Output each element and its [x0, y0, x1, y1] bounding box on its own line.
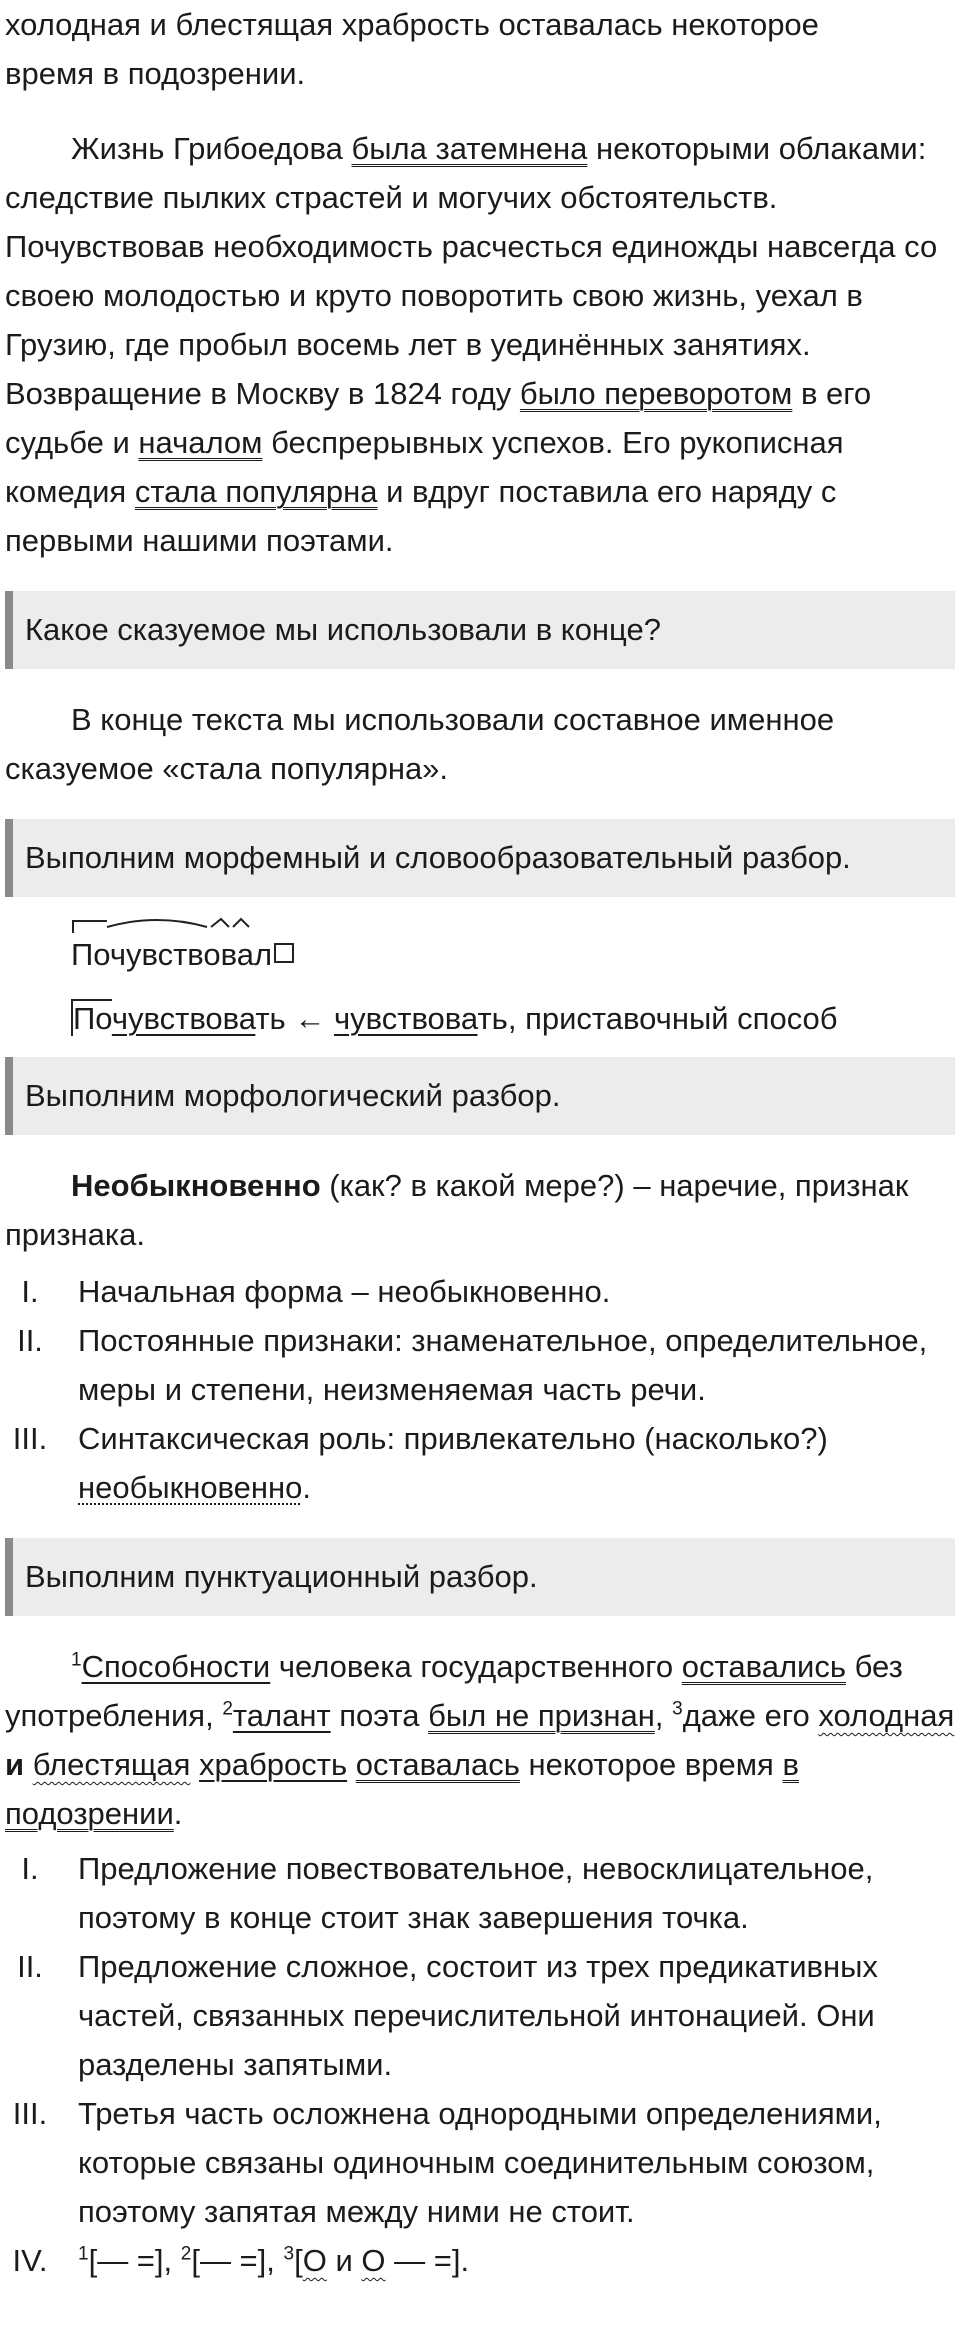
text-fragment: даже его — [682, 1698, 819, 1733]
list-item — [5, 1844, 955, 1942]
predicate-underlined: в подозрении — [5, 1747, 799, 1831]
attribute-underlined: блестящая — [32, 1747, 191, 1782]
list-text: Синтаксическая роль: привлекательно (насколько?) — [78, 1421, 828, 1456]
morpheme-marks-icon — [71, 915, 271, 935]
analysed-word: Необыкновенно — [71, 1168, 321, 1203]
subject-underlined: талант — [232, 1698, 331, 1733]
conjunction: и — [5, 1747, 25, 1782]
homogeneous-member: О — [302, 2243, 327, 2278]
part-number: 1 — [71, 1649, 82, 1671]
part-number: 3 — [283, 2243, 295, 2265]
predicate-underlined: была затемнена — [351, 131, 588, 166]
morphological-list — [5, 1267, 955, 1512]
subject-underlined: Способности — [81, 1649, 271, 1684]
list-number: IV. — [12, 2243, 48, 2278]
text-fragment: Жизнь Грибоедова — [71, 131, 352, 166]
suffix-morpheme: ть — [477, 1001, 508, 1036]
scheme-part: и — [326, 2243, 362, 2278]
paragraph-continuation — [5, 0, 955, 98]
text-fragment — [24, 1747, 33, 1782]
punctuation-sentence — [5, 1642, 955, 1838]
list-number: III. — [12, 2096, 48, 2131]
question-heading-morphemic: Выполним морфемный и словообразовательный разбор. — [5, 819, 955, 897]
list-item — [5, 1316, 955, 1414]
ending-box-icon — [274, 943, 294, 963]
list-text: Третья часть осложнена однородными определениями, которые связаны одиночным соединительным союзом, поэтому запятая между ними не стоит. — [78, 2096, 882, 2229]
text-fragment: . — [173, 1796, 183, 1831]
left-arrow-icon: ← — [294, 1001, 326, 1036]
text-fragment: (как? в какой мере?) – наречие, признак признака. — [5, 1168, 909, 1252]
morphemic-word — [71, 923, 294, 987]
list-number: II. — [17, 1323, 43, 1358]
homogeneous-member: О — [361, 2243, 386, 2278]
continuation-line-1: холодная и блестящая храбрость оставалась некоторое — [5, 7, 819, 42]
part-number: 1 — [78, 2243, 89, 2265]
text-fragment: некоторыми облаками: следствие пылких страстей и могучих обстоятельств. Почувствовав необходимость расчесться единожды навсегда со своею молодостью и круто поворотить свою жизнь, уехал в Грузию, где пробыл восемь лет в уединённых занятиях. Возвращение в Москву в 1824 году — [5, 131, 938, 411]
predicate-underlined: оставались — [681, 1649, 847, 1684]
text-fragment: и вдруг поставила его наряду с первыми нашими поэтами. — [5, 474, 837, 558]
predicate-underlined: было переворотом — [519, 376, 793, 411]
text-fragment: , — [654, 1698, 673, 1733]
list-text: Начальная форма – необыкновенно. — [78, 1274, 611, 1309]
list-item — [5, 2089, 955, 2236]
list-text: Постоянные признаки: знаменательное, определительное, меры и степени, неизменяемая часть речи. — [78, 1323, 928, 1407]
list-number: I. — [21, 1851, 39, 1886]
prefix-morpheme: По — [73, 1001, 112, 1036]
paragraph-griboedov — [5, 124, 955, 565]
predicate-underlined: началом — [138, 425, 263, 460]
attribute-underlined: холодная — [818, 1698, 955, 1733]
list-number: III. — [12, 1421, 48, 1456]
adverbial-underlined: необыкновенно — [78, 1470, 303, 1505]
list-text: Предложение сложное, состоит из трех предикативных частей, связанных перечислительной интонацией. Они разделены запятыми. — [78, 1949, 878, 2082]
morphemic-word-row — [5, 923, 955, 987]
stem-morpheme: чувствова — [333, 1001, 478, 1036]
list-number: II. — [17, 1949, 43, 1984]
word-pochuvstvoval: Почувствовал — [71, 937, 273, 972]
scheme-part: [ — [294, 2243, 303, 2278]
text-fragment: без употребления, — [5, 1649, 903, 1733]
morphological-intro — [5, 1161, 955, 1259]
list-text: Предложение повествовательное, невосклицательное, поэтому в конце стоит знак завершения точка. — [78, 1851, 874, 1935]
part-number: 2 — [180, 2243, 192, 2265]
question-heading-punctuation: Выполним пунктуационный разбор. — [5, 1538, 955, 1616]
stem-morpheme: чувствова — [111, 1001, 256, 1036]
list-text: . — [302, 1470, 312, 1505]
text-fragment: некоторое время — [519, 1747, 783, 1782]
scheme-part: [— =], — [191, 2243, 284, 2278]
text-fragment: в его судьбе и — [5, 376, 872, 460]
scheme-part: [— =], — [88, 2243, 181, 2278]
text-fragment: беспрерывных успехов. Его рукописная комедия — [5, 425, 844, 509]
suffix-morpheme: ть — [255, 1001, 286, 1036]
list-number: I. — [21, 1274, 39, 1309]
text-fragment — [190, 1747, 199, 1782]
answer-predicate: В конце текста мы использовали составное именное сказуемое «стала популярна». — [5, 702, 835, 786]
scheme-part: — =]. — [385, 2243, 470, 2278]
text-fragment: человека государственного — [270, 1649, 682, 1684]
derivation-row — [5, 987, 955, 1051]
predicate-underlined: стала популярна — [134, 474, 378, 509]
list-item-scheme — [5, 2236, 955, 2285]
part-number: 3 — [672, 1698, 683, 1720]
subject-underlined: храбрость — [199, 1747, 348, 1782]
list-item — [5, 1267, 955, 1316]
derivation-method: , приставочный способ — [507, 1001, 838, 1036]
predicate-underlined: был не признан — [428, 1698, 655, 1733]
punctuation-list — [5, 1844, 955, 2285]
text-fragment — [347, 1747, 356, 1782]
part-number: 2 — [222, 1698, 233, 1720]
text-fragment: поэта — [330, 1698, 429, 1733]
question-heading-predicate: Какое сказуемое мы использовали в конце? — [5, 591, 955, 669]
question-heading-morphological: Выполним морфологический разбор. — [5, 1057, 955, 1135]
list-item — [5, 1942, 955, 2089]
continuation-line-2: время в подозрении. — [5, 56, 306, 91]
list-item — [5, 1414, 955, 1512]
predicate-underlined: оставалась — [355, 1747, 520, 1782]
